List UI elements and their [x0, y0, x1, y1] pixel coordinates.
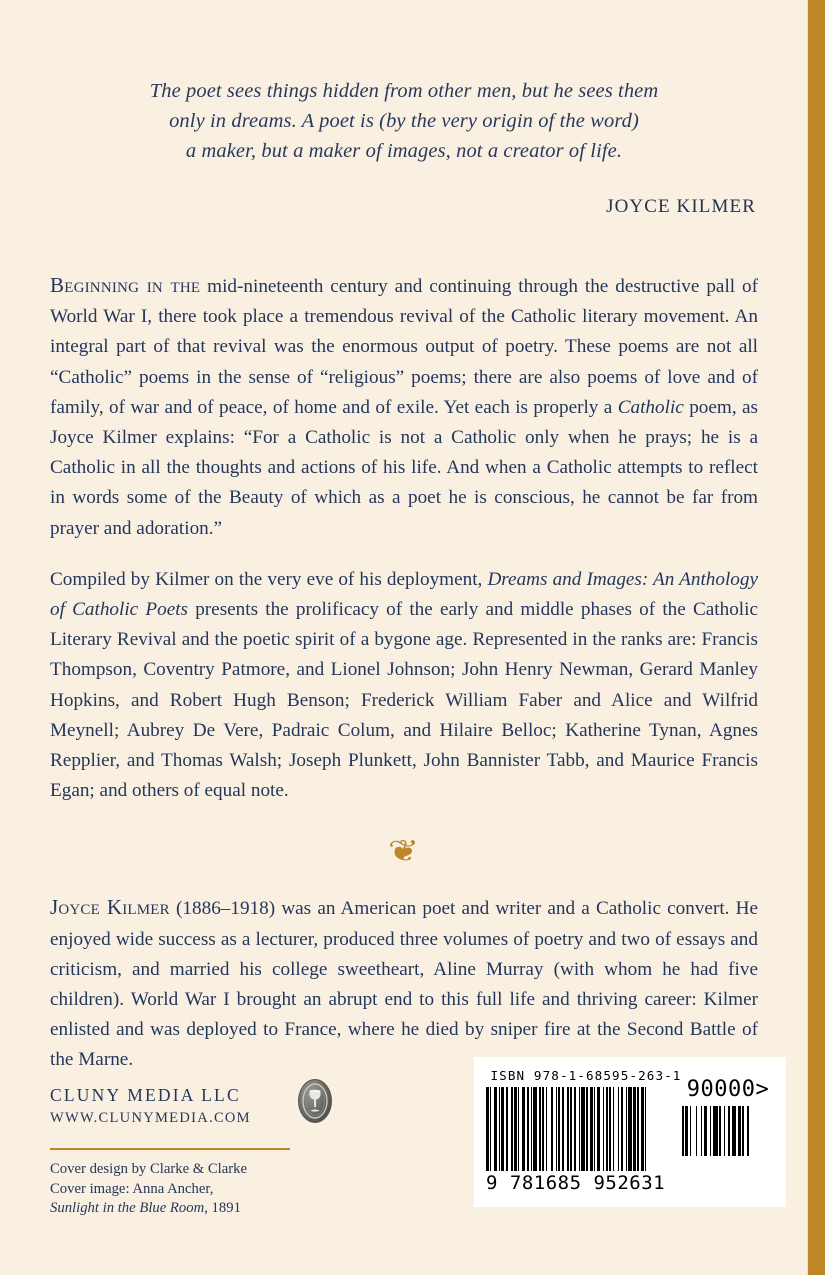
isbn-label: ISBN 978-1-68595-263-1 — [490, 1068, 682, 1083]
artwork-title: Sunlight in the Blue Room — [50, 1200, 205, 1217]
credit-design: Cover design by Clarke & Clarke — [50, 1161, 248, 1177]
artwork-year: , 1891 — [204, 1200, 241, 1217]
paragraph-author-bio — [50, 892, 758, 1075]
barcode-main — [486, 1087, 682, 1194]
barcode-addon — [682, 1077, 774, 1156]
paragraph-revival-text-2: poem, as Joyce Kilmer explains: “For a Catholic is not a Catholic only when he prays; he is a Catholic in all the thoughts and actions of his life. And when a Catholic attempts to reflect in words some of the Beauty of which as a poet he is conscious, he cannot be far from prayer and adoration.” — [50, 396, 758, 539]
paragraph-anthology — [50, 565, 758, 807]
chalice-medallion-icon — [298, 1079, 332, 1123]
paragraph-revival-italic: Catholic — [617, 396, 684, 418]
paragraph-revival-lead: Beginning in the — [50, 273, 201, 297]
gold-divider-rule — [50, 1148, 290, 1150]
epigraph-line-1: The poet sees things hidden from other men, but he sees them — [149, 80, 659, 102]
epigraph-attribution: JOYCE KILMER — [606, 196, 756, 217]
fleuron-icon: ❦ — [388, 835, 420, 869]
barcode-digits: 9 781685 952631 — [486, 1172, 666, 1194]
credit-image: Cover image: Anna Ancher, — [50, 1180, 214, 1197]
paragraph-bio-text: (1886–1918) was an American poet and writer and a Catholic convert. He enjoyed wide success as a lecturer, produced three volumes of poetry and two of essays and criticism, and married his college sweetheart, Aline Murray (with whom he had five children). World War I brought an abrupt end to this full life and thriving career: Kilmer enlisted and was deployed to France, where he died by sniper fire at the Second Battle of the Marne. — [50, 898, 758, 1071]
barcode-box — [474, 1057, 786, 1207]
publisher-row — [50, 1083, 340, 1141]
publisher-block — [50, 1083, 340, 1219]
ornament-divider — [50, 834, 758, 870]
spine-strip — [808, 0, 825, 1275]
book-title-italic: Dreams and Images: An Anthology of Catholic Poets — [50, 568, 758, 621]
paragraph-revival — [50, 270, 758, 544]
barcode-addon-digits: 90000> — [686, 1077, 770, 1102]
barcode-bars-main — [486, 1087, 682, 1171]
barcode-bars-addon — [682, 1106, 774, 1156]
publisher-name: CLUNY MEDIA LLC — [50, 1085, 241, 1105]
cover-footer — [50, 1057, 770, 1227]
paragraph-revival-text-1: mid-nineteenth century and continuing through the destructive pall of World War I, there took place a tremendous revival of the Catholic literary movement. An integral part of that revival was the enormous output of poetry. These poems are not all “Catholic” poems in the sense of “religious” poems; there are also poems of love and of family, of war and of peace, of home and of exile. Yet each is properly a — [50, 276, 759, 418]
epigraph-line-2: only in dreams. A poet is (by the very origin of the word) — [169, 110, 639, 132]
credit-artwork — [50, 1199, 340, 1219]
paragraph-anthology-text-1: Compiled by Kilmer on the very eve of his deployment, — [50, 568, 488, 590]
publisher-website[interactable]: WWW.CLUNYMEDIA.COM — [50, 1110, 251, 1126]
cover-credits — [50, 1160, 340, 1219]
paragraph-anthology-text-2: presents the prolificacy of the early and middle phases of the Catholic Literary Revival and the poetic spirit of a bygone age. Represented in the ranks are: Francis Thompson, Coventry Patmore, and Lionel Johnson; John Henry Newman, Gerard Manley Hopkins, and Robert Hugh Benson; Frederick William Faber and Alice and Wilfrid Meynell; Aubrey De Vere, Padraic Colum, and Hilaire Belloc; Katherine Tynan, Agnes Repplier, and Thomas Walsh; Joseph Plunkett, John Bannister Tabb, and Maurice Francis Egan; and others of equal note. — [50, 599, 758, 802]
epigraph-quote — [50, 76, 758, 222]
author-name-lead: Joyce Kilmer — [50, 895, 170, 920]
epigraph-line-3: a maker, but a maker of images, not a creator of life. — [185, 140, 623, 162]
